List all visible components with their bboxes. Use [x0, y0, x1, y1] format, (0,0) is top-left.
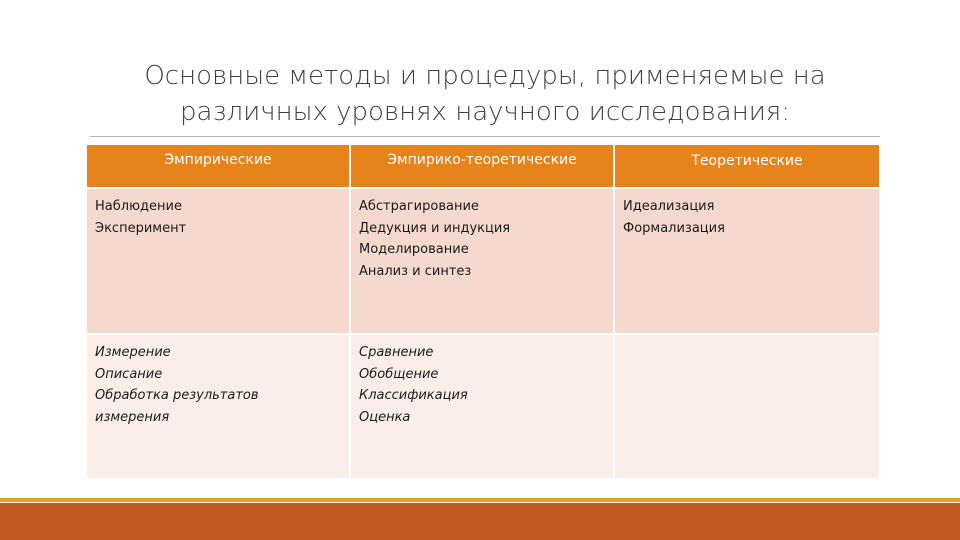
table-row: [87, 334, 879, 479]
table-cell-empirical-theoretical: [350, 188, 614, 334]
cell-item: Сравнение: [359, 345, 434, 360]
cell-item: Дедукция и индукция: [359, 220, 511, 236]
cell-item: измерения: [95, 409, 170, 425]
table-row: [87, 188, 879, 334]
cell-item: Формализация: [623, 220, 725, 236]
title-divider: [90, 136, 880, 137]
cell-item: Наблюдение: [95, 199, 182, 214]
table-cell-empirical: [87, 188, 350, 334]
cell-item: Описание: [95, 366, 163, 382]
cell-item: Анализ и синтез: [359, 263, 472, 279]
table-header-row: [87, 145, 879, 188]
cell-item: Эксперимент: [95, 220, 187, 236]
cell-item: Идеализация: [623, 199, 715, 214]
header-empirical-theoretical: Эмпирико-теоретические: [350, 145, 614, 188]
footer-band: [0, 503, 960, 540]
footer-accent-stripe: [0, 498, 960, 502]
slide-title-line-2: различных уровнях научного исследования:: [179, 97, 791, 127]
cell-item: Обобщение: [359, 366, 439, 382]
cell-item: Абстрагирование: [359, 199, 479, 214]
cell-item: Обработка результатов: [95, 388, 259, 403]
slide-title-line-1: Основные методы и процедуры, применяемые на: [144, 61, 826, 91]
header-empirical: Эмпирические: [87, 145, 350, 188]
table-cell-theoretical-empty: [614, 334, 879, 479]
slide-title: [90, 58, 880, 130]
methods-table: [87, 145, 879, 480]
table-cell-theoretical: [614, 188, 879, 334]
cell-item: Оценка: [359, 409, 411, 425]
table-cell-empirical: [87, 334, 350, 479]
table-cell-empirical-theoretical: [350, 334, 614, 479]
cell-item: Моделирование: [359, 242, 469, 257]
cell-item: Измерение: [95, 345, 171, 360]
cell-item: Классификация: [359, 388, 468, 403]
header-theoretical: Теоретические: [614, 145, 879, 188]
